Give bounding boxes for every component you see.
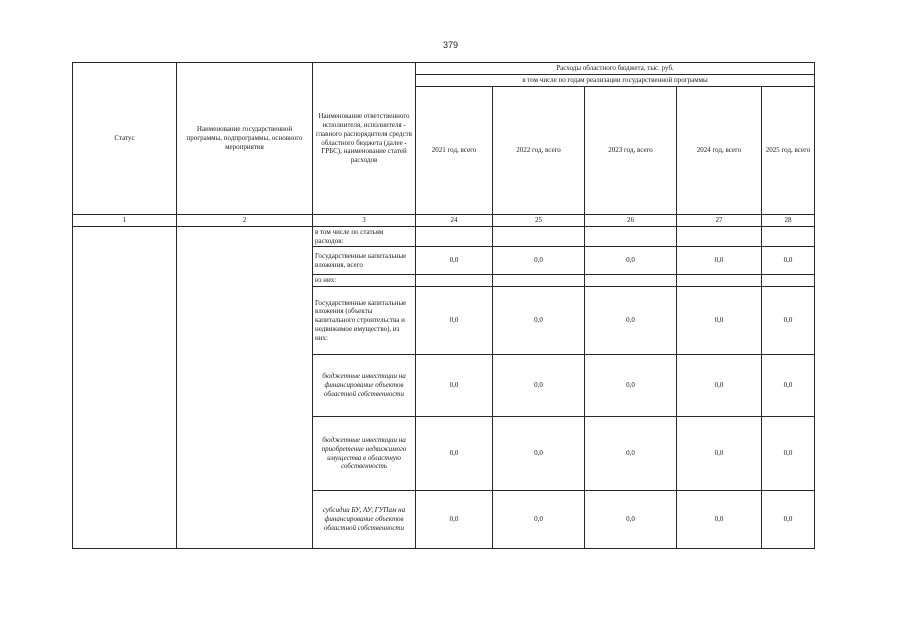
header-budget-group: Расходы областного бюджета, тыс. руб. — [416, 63, 815, 75]
value-2024 — [677, 275, 762, 287]
value-2023 — [585, 275, 677, 287]
column-number: 28 — [762, 215, 815, 227]
value-2025 — [762, 226, 815, 247]
header-years-group: в том числе по годам реализации государственной программы — [416, 75, 815, 87]
column-number-row — [73, 215, 815, 227]
value-2025: 0,0 — [762, 417, 815, 491]
value-2022: 0,0 — [493, 287, 585, 355]
header-row-1 — [73, 63, 815, 75]
column-number: 2 — [177, 215, 313, 227]
value-2024: 0,0 — [677, 491, 762, 549]
value-2025: 0,0 — [762, 355, 815, 417]
value-2023 — [585, 226, 677, 247]
program-name-cell — [177, 226, 313, 548]
value-2024: 0,0 — [677, 287, 762, 355]
value-2021: 0,0 — [416, 355, 493, 417]
value-2023: 0,0 — [585, 417, 677, 491]
value-2021: 0,0 — [416, 491, 493, 549]
value-2022 — [493, 226, 585, 247]
header-year-2024: 2024 год, всего — [677, 87, 762, 215]
value-2023: 0,0 — [585, 491, 677, 549]
header-executor: Наименование ответственного исполнителя, исполнителя - главного распорядителя средств областного бюджета (далее - ГРБС), наименование статей расходов — [313, 63, 416, 215]
header-program-name: Наименование государственной программы, подпрограммы, основного мероприятия — [177, 63, 313, 215]
column-number: 1 — [73, 215, 177, 227]
expense-item-label: бюджетные инвестиции на приобретение недвижимого имущества в областную собственность — [313, 417, 416, 491]
header-status: Статус — [73, 63, 177, 215]
value-2021 — [416, 226, 493, 247]
value-2025: 0,0 — [762, 491, 815, 549]
expense-item-label: Государственные капитальные вложения, всего — [313, 247, 416, 275]
header-year-2021: 2021 год, всего — [416, 87, 493, 215]
column-number: 25 — [493, 215, 585, 227]
table-row — [73, 226, 815, 247]
expense-item-label: в том числе по статьям расходов: — [313, 226, 416, 247]
expense-item-label: из них: — [313, 275, 416, 287]
header-year-2023: 2023 год, всего — [585, 87, 677, 215]
column-number: 27 — [677, 215, 762, 227]
expense-item-label: бюджетные инвестиции на финансирование объектов областной собственности — [313, 355, 416, 417]
value-2021: 0,0 — [416, 417, 493, 491]
value-2022 — [493, 275, 585, 287]
value-2023: 0,0 — [585, 355, 677, 417]
value-2021: 0,0 — [416, 287, 493, 355]
value-2025: 0,0 — [762, 287, 815, 355]
value-2023: 0,0 — [585, 287, 677, 355]
expense-item-label: субсидии БУ, АУ, ГУПам на финансирование объектов областной собственности — [313, 491, 416, 549]
value-2021: 0,0 — [416, 247, 493, 275]
budget-table — [72, 62, 815, 549]
value-2024: 0,0 — [677, 417, 762, 491]
value-2022: 0,0 — [493, 355, 585, 417]
expense-item-label: Государственные капитальные вложения (объекты капитального строительства и недвижимое имущество), из них: — [313, 287, 416, 355]
value-2022: 0,0 — [493, 417, 585, 491]
column-number: 3 — [313, 215, 416, 227]
header-year-2022: 2022 год, всего — [493, 87, 585, 215]
column-number: 26 — [585, 215, 677, 227]
value-2025 — [762, 275, 815, 287]
status-cell — [73, 226, 177, 548]
value-2022: 0,0 — [493, 491, 585, 549]
value-2021 — [416, 275, 493, 287]
value-2024: 0,0 — [677, 355, 762, 417]
value-2023: 0,0 — [585, 247, 677, 275]
column-number: 24 — [416, 215, 493, 227]
value-2022: 0,0 — [493, 247, 585, 275]
header-year-2025: 2025 год, всего — [762, 87, 815, 215]
value-2024: 0,0 — [677, 247, 762, 275]
value-2025: 0,0 — [762, 247, 815, 275]
page-number: 379 — [442, 40, 459, 50]
value-2024 — [677, 226, 762, 247]
